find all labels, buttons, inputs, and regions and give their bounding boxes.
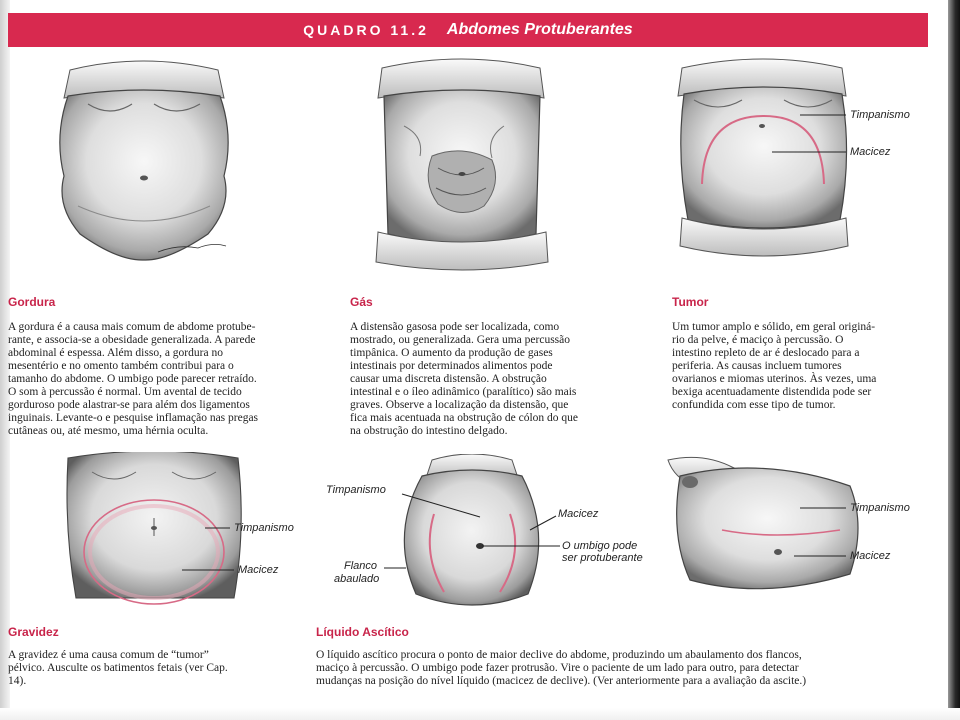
text-line: tamanho do abdome. O umbigo pode parecer retraído. [8,373,257,385]
section-title-liquido: Líquido Ascítico [316,625,409,639]
callout-tumor-macicez: Macicez [850,146,891,158]
callout-gravidez-macicez: Macicez [238,564,279,576]
page-right-edge [948,0,960,720]
text-line: intestinais por determinados alimentos pode [350,360,553,372]
callout-gravidez-timpanismo: Timpanismo [234,522,294,534]
text-line: A gordura é a causa mais comum de abdome protube- [8,321,256,333]
callout-tumor-timpanismo: Timpanismo [850,109,910,121]
illustration-ascite-frontal [392,454,550,614]
text-line: A distensão gasosa pode ser localizada, como [350,321,560,333]
text-line: mostrado, ou generalizada. Gera uma percussão [350,334,571,346]
section-title-gas: Gás [350,295,373,309]
text-line: intestino repleto de ar é deslocado para a [672,347,860,359]
callout-ascite-lateral-timpanismo: Timpanismo [850,502,910,514]
text-line: 14). [8,675,27,687]
text-line: O som à percussão é normal. Um avental de tecido [8,386,242,398]
text-line: cutâneas ou, até mesmo, uma hérnia oculta. [8,425,209,437]
callout-ascite-macicez: Macicez [558,508,599,520]
text-line: Um tumor amplo e sólido, em geral originá- [672,321,876,333]
section-text-gas [350,321,650,438]
quadro-number: QUADRO 11.2 [303,22,429,38]
callout-ascite-lateral-macicez: Macicez [850,550,891,562]
text-line: fica mais acentuada na obstrução de cólon do que [350,412,578,424]
illustration-gordura [48,56,238,266]
text-line: graves. Observe a localização da distensão, que [350,399,569,411]
text-line: confundida com esse tipo de tumor. [672,399,836,411]
text-line: mudanças na posição do nível líquido (macicez de declive). (Ver anteriormente para a avaliação da ascite.) [316,675,807,687]
illustration-tumor [672,56,856,266]
text-line: maciço à percussão. O umbigo pode fazer protrusão. Vire o paciente de um lado para outro, para detectar [316,662,799,674]
section-title-gravidez: Gravidez [8,625,59,639]
text-line: na obstrução do intestino delgado. [350,425,508,437]
illustration-gravidez [62,452,246,608]
page-bottom-edge [0,708,960,720]
text-line: gorduroso pode alastrar-se para além dos ligamentos [8,399,250,411]
callout-ascite-umbigo-2: ser protuberante [562,552,643,564]
text-line: causar uma discreta distensão. A obstrução [350,373,547,385]
section-text-gravidez [8,649,308,688]
text-line: intestinal e o íleo adinâmico (paralítico) são mais [350,386,577,398]
callout-ascite-timpanismo: Timpanismo [326,484,386,496]
section-title-tumor: Tumor [672,295,709,309]
text-line: rio da pelve, é maciço à percussão. O [672,334,844,346]
text-line: timpânica. O aumento da produção de gases [350,347,553,359]
callout-ascite-umbigo-1: O umbigo pode [562,540,638,552]
text-line: bexiga acentuadamente distendida pode ser [672,386,872,398]
text-line: periferia. As causas incluem tumores [672,360,842,372]
text-line: ovarianos e miomas uterinos. Às vezes, uma [672,373,877,385]
text-line: inguinais. Levante-o e pesquise inflamação nas pregas [8,412,259,424]
text-line: A gravidez é uma causa comum de “tumor” [8,649,209,661]
illustration-gas [374,56,550,274]
text-line: rante, e associa-se a obesidade generalizada. A parede [8,334,256,346]
text-line: O líquido ascítico procura o ponto de maior declive do abdome, produzindo um abaulamento dos flancos, [316,649,802,661]
quadro-title: Abdomes Protuberantes [446,21,633,38]
section-text-gordura [8,321,326,438]
text-line: abdominal é espessa. Além disso, a gordura no [8,347,223,359]
callout-ascite-flanco-1: Flanco [344,560,378,572]
illustration-ascite-lateral [664,456,864,600]
section-title-gordura: Gordura [8,295,56,309]
section-text-tumor [672,321,942,412]
quadro-header [8,13,928,47]
callout-ascite-flanco-2: abaulado [334,573,380,585]
text-line: pélvico. Ausculte os batimentos fetais (ver Cap. [8,662,228,674]
text-line: mesentério e no omento também contribui para o [8,360,234,372]
section-text-liquido [316,649,944,688]
